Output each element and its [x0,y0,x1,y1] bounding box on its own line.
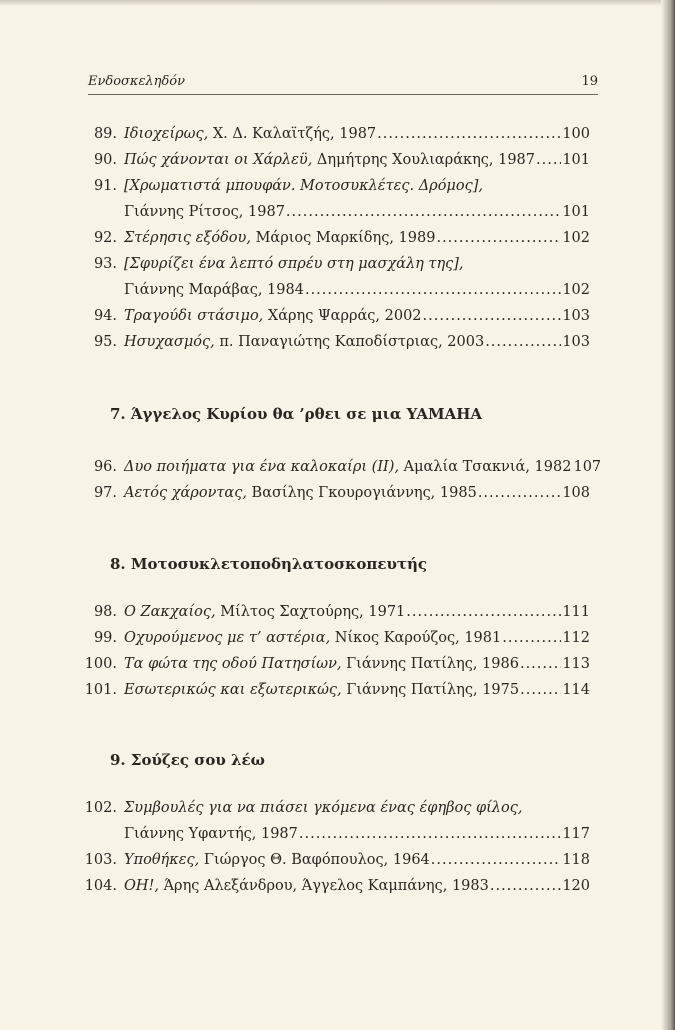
entry-number: 99. [93,630,117,646]
entry-number: 91. [93,178,117,194]
entry-author: Γιάννης Πατίλης, 1986 [341,656,519,672]
entry-author: π. Παναγιώτης Καποδίστριας, 2003 [214,334,485,350]
running-head [88,74,598,89]
entry-title: Ο Ζακχαίος, [124,604,216,620]
entry-author: Δημήτρης Χουλιαράκης, 1987 [312,152,535,168]
entry-number: 93. [93,256,117,272]
entry-page: 108 [562,485,590,501]
entry-author: Αμαλία Τσακνιά, 1982 [399,459,572,475]
entry-page: 101 [562,152,590,168]
entry-author: Μάριος Μαρκίδης, 1989 [250,230,436,246]
entry-page: 101 [562,204,590,220]
entry-title: Ησυχασμός, [124,334,215,350]
running-head-title: Ενδοσκεληδόν [88,74,186,89]
entry-number: 98. [93,604,117,620]
section-heading: 9. Σούζες σου λέω [110,751,265,769]
entry-page: 107 [573,459,602,475]
entry-author: Γιάννης Πατίλης, 1975 [341,682,520,698]
entry-page: 113 [562,656,590,672]
page-shadow [661,0,675,1030]
entry-author: Άρης Αλεξάνδρου, Άγγελος Καμπάνης, 1983 [158,878,489,894]
entry-author: Γιώργος Θ. Βαφόπουλος, 1964 [199,852,430,868]
entry-title: Τα φώτα της οδού Πατησίων, [124,656,342,672]
entry-number: 90. [93,152,117,168]
entry-title: Στέρησις εξόδου, [124,230,251,246]
header-rule [88,94,598,95]
entry-author: Μίλτος Σαχτούρης, 1971 [215,604,406,620]
entry-page: 100 [562,126,590,142]
page-number: 19 [581,74,598,89]
page-edge [0,0,675,6]
entry-author: Βασίλης Γκουρογιάννης, 1985 [246,485,477,501]
entry-page: 102 [562,230,590,246]
entry-author: Γιάννης Μαράβας, 1984 [124,282,304,298]
section-heading: 7. Άγγελος Κυρίου θα ’ρθει σε μια YAMAHA [110,405,483,423]
entry-page: 102 [562,282,590,298]
entry-page: 114 [562,682,590,698]
entry-title: ΟΗ!, [124,878,159,894]
entry-author: Νίκος Καρούζος, 1981 [330,630,502,646]
section-heading: 8. Μοτοσυκλετοποδηλατοσκοπευτής [110,555,428,573]
entry-title: Τραγούδι στάσιμο, [124,308,264,324]
entry-page: 112 [562,630,590,646]
entry-number: 104. [84,878,117,894]
entry-page: 118 [562,852,590,868]
entry-author: Χ. Δ. Καλαϊτζής, 1987 [208,126,377,142]
entry-page: 111 [562,604,590,620]
entry-title: Δυο ποιήματα για ένα καλοκαίρι (ΙΙ), [124,459,400,475]
entry-number: 96. [93,459,117,475]
entry-title: Οχυρούμενος με τ’ αστέρια, [124,630,331,646]
entry-author: Γιάννης Ρίτσος, 1987 [124,204,285,220]
entry-number: 89. [93,126,117,142]
entry-number: 102. [84,800,117,816]
entry-author: Γιάννης Υφαντής, 1987 [124,826,298,842]
entry-title: Αετός χάροντας, [124,485,247,501]
entry-page: 120 [562,878,590,894]
entry-page: 103 [562,308,590,324]
entry-number: 100. [84,656,117,672]
entry-number: 101. [84,682,117,698]
entry-page: 117 [562,826,590,842]
entry-title: [Σφυρίζει ένα λεπτό σπρέυ στη μασχάλη της], [124,256,464,272]
entry-number: 103. [84,852,117,868]
entry-title: Εσωτερικώς και εξωτερικώς, [124,682,342,698]
entry-number: 97. [93,485,117,501]
entry-title: Πώς χάνονται οι Χάρλεϋ, [124,152,313,168]
entry-title: Ιδιοχείρως, [124,126,209,142]
entry-number: 95. [93,334,117,350]
entry-page: 103 [562,334,590,350]
entry-title: [Χρωματιστά μπουφάν. Μοτοσυκλέτες. Δρόμος], [124,178,483,194]
entry-title: Συμβουλές για να πιάσει γκόμενα ένας έφηβος φίλος, [124,800,523,816]
entry-title: Υποθήκες, [124,852,200,868]
entry-author: Χάρης Ψαρράς, 2002 [263,308,422,324]
entry-number: 94. [93,308,117,324]
entry-number: 92. [93,230,117,246]
